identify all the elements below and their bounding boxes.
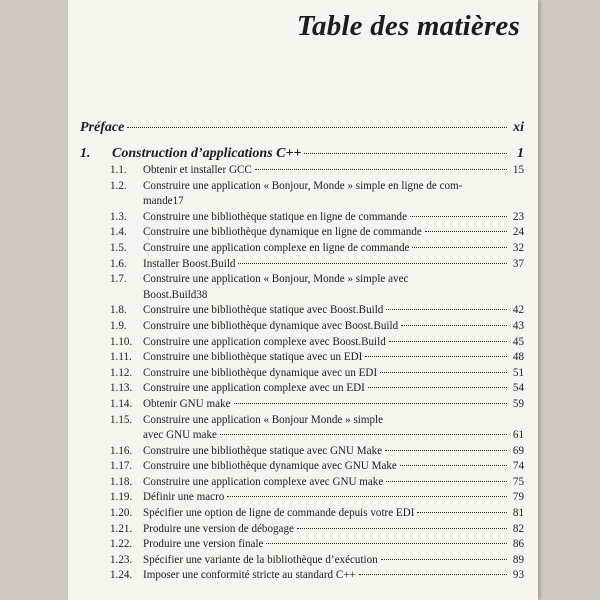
entry-page: 74 bbox=[512, 460, 524, 473]
chapter-number: 1. bbox=[80, 146, 91, 161]
entry-label: Obtenir et installer GCC bbox=[143, 164, 252, 176]
toc-entry bbox=[110, 537, 524, 553]
entry-body bbox=[143, 413, 524, 444]
toc-entry bbox=[110, 475, 524, 491]
entry-body bbox=[143, 444, 524, 460]
entry-body bbox=[143, 163, 524, 179]
dot-leader bbox=[220, 434, 507, 435]
dot-leader bbox=[238, 263, 507, 264]
dot-leader bbox=[412, 247, 507, 248]
book-page bbox=[68, 0, 538, 600]
toc-entry bbox=[110, 506, 524, 522]
entry-page: 42 bbox=[512, 304, 524, 317]
entry-page: 51 bbox=[512, 366, 524, 379]
entry-number: 1.7. bbox=[110, 273, 127, 286]
entry-number: 1.24. bbox=[110, 569, 133, 582]
entry-body bbox=[143, 459, 524, 475]
entry-body bbox=[143, 537, 524, 553]
dot-leader bbox=[255, 169, 507, 170]
entry-page: 75 bbox=[512, 475, 524, 488]
entry-label: Construire une bibliothèque dynamique avec un EDI bbox=[143, 366, 378, 379]
entry-number: 1.17. bbox=[110, 460, 133, 473]
toc-entry bbox=[110, 381, 524, 397]
dot-leader bbox=[304, 153, 507, 154]
dot-leader bbox=[385, 450, 507, 451]
entry-page: 69 bbox=[512, 444, 524, 457]
entry-body bbox=[143, 257, 524, 273]
entry-body bbox=[143, 179, 524, 210]
entry-label: Construire une application complexe avec un EDI bbox=[143, 382, 365, 395]
toc-entry bbox=[110, 522, 524, 538]
toc-entry bbox=[110, 397, 524, 413]
toc-entry bbox=[110, 568, 524, 584]
entry-number: 1.4. bbox=[110, 226, 127, 239]
entry-page: 37 bbox=[512, 257, 524, 270]
toc-entry bbox=[110, 459, 524, 475]
toc-entry bbox=[110, 366, 524, 382]
entry-page: 43 bbox=[512, 319, 524, 332]
toc-entry bbox=[110, 553, 524, 569]
entry-body bbox=[143, 335, 524, 351]
entry-page: 23 bbox=[512, 210, 524, 223]
entry-label: Construire une application « Bonjour Monde » simple bbox=[143, 413, 384, 426]
dot-leader bbox=[425, 231, 507, 232]
preface-page: xi bbox=[513, 120, 524, 135]
entry-page: 82 bbox=[512, 522, 524, 535]
entry-page: 81 bbox=[512, 507, 524, 520]
entry-number: 1.19. bbox=[110, 491, 133, 504]
entry-number: 1.9. bbox=[110, 319, 127, 332]
entry-number: 1.21. bbox=[110, 522, 133, 535]
entry-label: Spécifier une variante de la bibliothèque d’exécution bbox=[143, 553, 378, 566]
entry-label: Construire une application « Bonjour, Monde » simple avec bbox=[143, 273, 409, 286]
entry-label: Produire une version finale bbox=[143, 538, 264, 551]
toc-chapter-entry bbox=[80, 146, 524, 162]
toc-section-list bbox=[110, 163, 524, 584]
entry-body bbox=[143, 553, 524, 569]
entry-page: 24 bbox=[512, 226, 524, 239]
dot-leader bbox=[266, 543, 507, 544]
entry-page: 86 bbox=[512, 538, 524, 551]
entry-label: Construire une application complexe avec GNU make bbox=[143, 475, 384, 488]
entry-body bbox=[143, 225, 524, 241]
dot-leader bbox=[386, 481, 507, 482]
entry-number: 1.12. bbox=[110, 366, 133, 379]
entry-page: 32 bbox=[512, 241, 524, 254]
toc-preface-entry bbox=[80, 120, 524, 136]
entry-body bbox=[143, 366, 524, 382]
entry-body bbox=[143, 241, 524, 257]
chapter-label: Construction d’applications C++ bbox=[112, 146, 302, 161]
chapter-page: 1 bbox=[517, 146, 524, 161]
entry-label-continued: Boost.Build38 bbox=[143, 288, 208, 301]
entry-body bbox=[143, 319, 524, 335]
entry-number: 1.1. bbox=[110, 164, 127, 176]
toc-entry bbox=[110, 163, 524, 179]
entry-label: Construire une bibliothèque dynamique avec GNU Make bbox=[143, 460, 397, 473]
entry-label: Imposer une conformité stricte au standard C++ bbox=[143, 569, 356, 582]
dot-leader bbox=[381, 559, 507, 560]
entry-number: 1.16. bbox=[110, 444, 133, 457]
entry-body bbox=[143, 210, 524, 226]
entry-number: 1.14. bbox=[110, 397, 133, 410]
entry-body bbox=[143, 272, 524, 303]
entry-body bbox=[143, 475, 524, 491]
entry-page: 45 bbox=[512, 335, 524, 348]
dot-leader bbox=[359, 574, 507, 575]
entry-number: 1.13. bbox=[110, 382, 133, 395]
entry-number: 1.2. bbox=[110, 179, 127, 192]
page-title: Table des matières bbox=[296, 10, 520, 42]
dot-leader bbox=[365, 356, 507, 357]
toc-entry bbox=[110, 257, 524, 273]
entry-number: 1.10. bbox=[110, 335, 133, 348]
entry-number: 1.6. bbox=[110, 257, 127, 270]
entry-page: 79 bbox=[512, 491, 524, 504]
entry-page: 89 bbox=[512, 553, 524, 566]
entry-number: 1.8. bbox=[110, 304, 127, 317]
toc-entry bbox=[110, 179, 524, 210]
entry-label: Construire une application complexe avec Boost.Build bbox=[143, 335, 386, 348]
toc-entry bbox=[110, 319, 524, 335]
entry-body bbox=[143, 350, 524, 366]
entry-label: Installer Boost.Build bbox=[143, 257, 236, 270]
entry-number: 1.15. bbox=[110, 413, 133, 426]
entry-number: 1.22. bbox=[110, 538, 133, 551]
entry-label: Construire une bibliothèque statique avec un EDI bbox=[143, 351, 363, 364]
entry-label: Produire une version de débogage bbox=[143, 522, 294, 535]
entry-label: Construire une bibliothèque statique avec Boost.Build bbox=[143, 304, 384, 317]
entry-number: 1.3. bbox=[110, 210, 127, 223]
entry-page: 48 bbox=[512, 351, 524, 364]
entry-number: 1.5. bbox=[110, 241, 127, 254]
entry-page: 59 bbox=[512, 397, 524, 410]
dot-leader bbox=[380, 372, 507, 373]
dot-leader bbox=[400, 465, 507, 466]
entry-label: Définir une macro bbox=[143, 491, 225, 504]
toc-entry bbox=[110, 241, 524, 257]
entry-page: 15 bbox=[512, 164, 524, 176]
entry-number: 1.20. bbox=[110, 507, 133, 520]
entry-body bbox=[143, 303, 524, 319]
entry-label: Construire une bibliothèque dynamique avec Boost.Build bbox=[143, 319, 399, 332]
dot-leader bbox=[389, 341, 507, 342]
toc-entry bbox=[110, 444, 524, 460]
entry-page: 93 bbox=[512, 569, 524, 582]
entry-body bbox=[143, 397, 524, 413]
entry-label: Spécifier une option de ligne de commande depuis votre EDI bbox=[143, 507, 415, 520]
toc-entry bbox=[110, 303, 524, 319]
entry-body bbox=[143, 381, 524, 397]
entry-label: Construire une application « Bonjour, Monde » simple en ligne de com- bbox=[143, 179, 463, 192]
entry-body bbox=[143, 490, 524, 506]
dot-leader bbox=[127, 127, 507, 128]
entry-label-continued: avec GNU make bbox=[143, 429, 217, 442]
entry-label: Obtenir GNU make bbox=[143, 397, 231, 410]
entry-number: 1.23. bbox=[110, 553, 133, 566]
entry-page: 61 bbox=[512, 429, 524, 442]
entry-number: 1.11. bbox=[110, 351, 132, 364]
entry-body bbox=[143, 506, 524, 522]
dot-leader bbox=[386, 309, 507, 310]
entry-page: 54 bbox=[512, 382, 524, 395]
entry-label: Construire une bibliothèque statique en ligne de commande bbox=[143, 210, 408, 223]
preface-label: Préface bbox=[80, 120, 125, 135]
dot-leader bbox=[227, 496, 507, 497]
dot-leader bbox=[417, 512, 507, 513]
toc-entry bbox=[110, 272, 524, 303]
toc-entry bbox=[110, 225, 524, 241]
entry-body bbox=[143, 522, 524, 538]
toc-entry bbox=[110, 490, 524, 506]
toc-entry bbox=[110, 350, 524, 366]
dot-leader bbox=[297, 528, 507, 529]
entry-label: Construire une bibliothèque statique avec GNU Make bbox=[143, 444, 383, 457]
entry-number: 1.18. bbox=[110, 475, 133, 488]
dot-leader bbox=[234, 403, 508, 404]
toc-entry bbox=[110, 413, 524, 444]
toc-entry bbox=[110, 210, 524, 226]
entry-label-continued: mande17 bbox=[143, 195, 184, 208]
entry-body bbox=[143, 568, 524, 584]
entry-label: Construire une bibliothèque dynamique en ligne de commande bbox=[143, 226, 422, 239]
dot-leader bbox=[401, 325, 507, 326]
dot-leader bbox=[368, 387, 507, 388]
entry-label: Construire une application complexe en ligne de commande bbox=[143, 241, 410, 254]
toc-entry bbox=[110, 335, 524, 351]
dot-leader bbox=[410, 216, 507, 217]
